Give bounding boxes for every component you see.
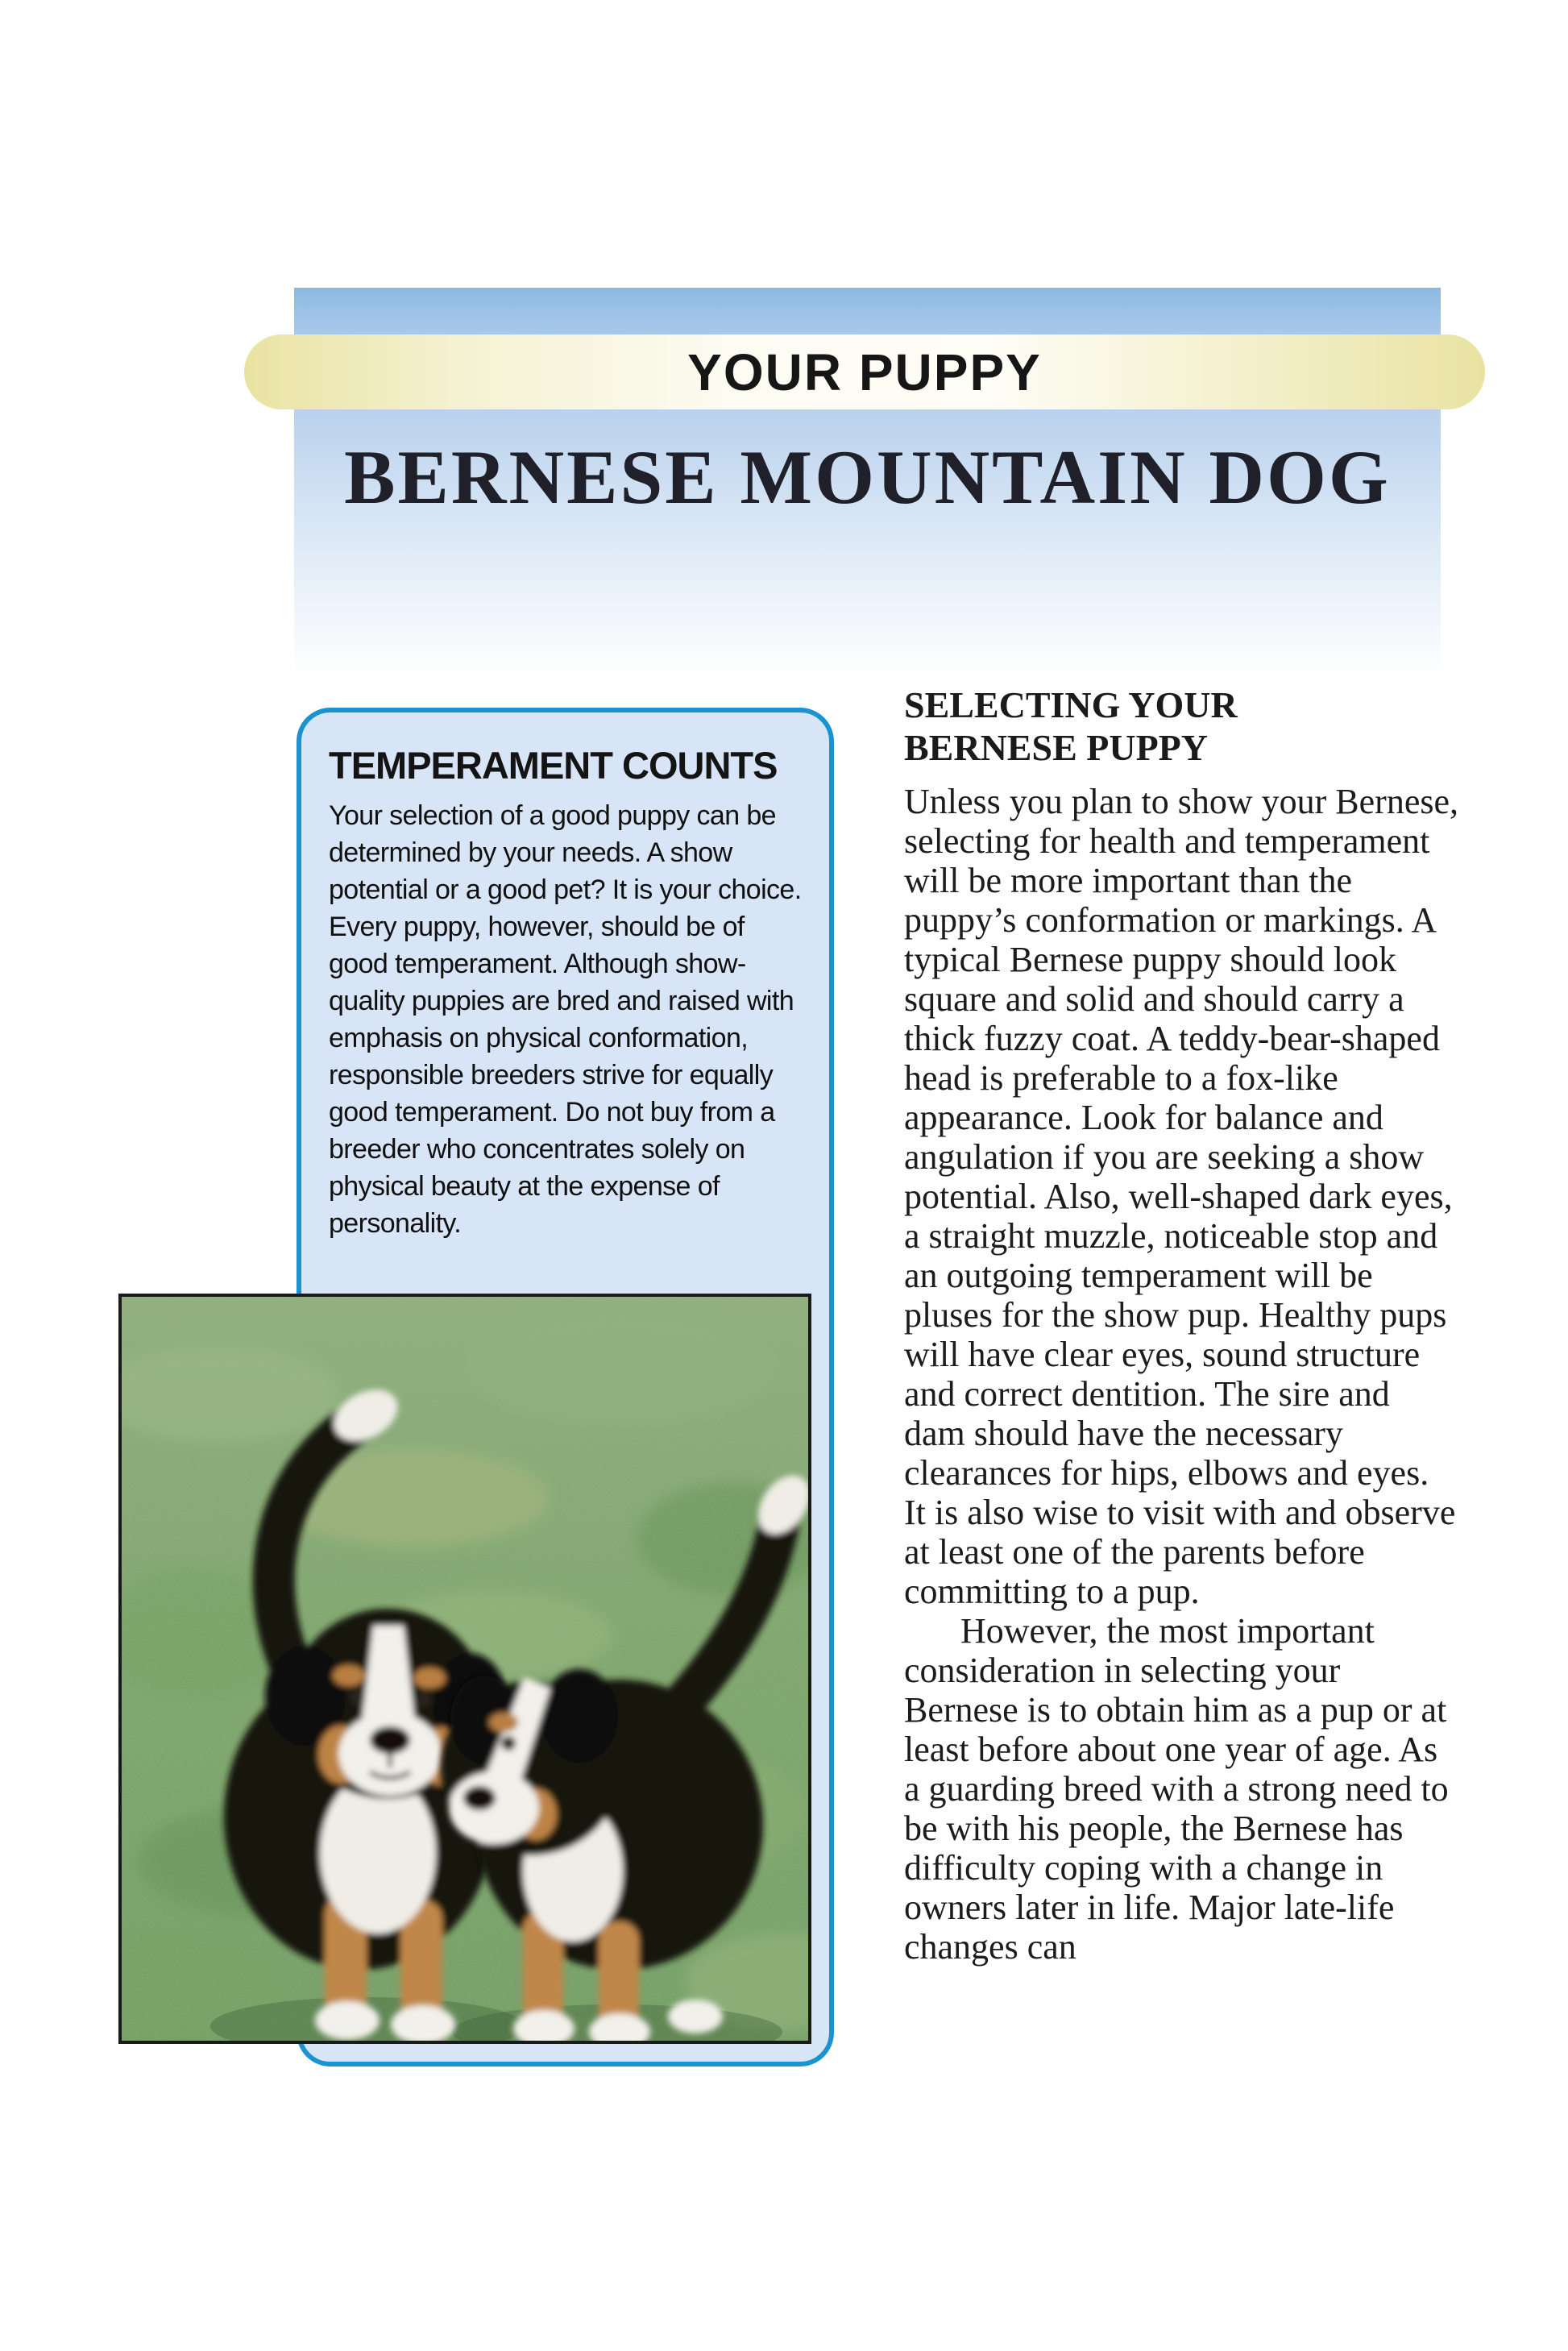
article-paragraph: However, the most important consideration in selecting your Bernese is to obtain him as a pup or at least before about one year of age. As a guarding breed with a strong need to be with his people, the Bernese has difficulty coping with a change in owners later in life. Major late-life changes can [904, 1611, 1449, 1967]
article-heading-line-2: BERNESE PUPPY [904, 727, 1208, 768]
article-heading-line-1: SELECTING YOUR [904, 684, 1238, 725]
page-title: BERNESE MOUNTAIN DOG [344, 434, 1391, 520]
article-heading [904, 683, 1458, 769]
article-section [904, 683, 1458, 1967]
article-paragraph: Unless you plan to show your Bernese, selecting for health and temperament will be more important than the puppy’s conformation or markings. A typical Bernese puppy should look square and solid and should carry a thick fuzzy coat. A teddy-bear-shaped head is preferable to a fox-like appearance. Look for balance and angulation if you are seeking a show potential. Also, well-shaped dark eyes, a straight muzzle, noticeable stop and an outgoing temperament will be pluses for the show pup. Healthy pups will have clear eyes, sound structure and correct dentition. The sire and dam should have the necessary clearances for hips, elbows and eyes. It is also wise to visit with and observe at least one of the parents before committing to a pup. [904, 782, 1459, 1611]
sidebar-body: Your selection of a good puppy can be determined by your needs. A show potential or a good pet? It is your choice. Every puppy, however, should be of good temperament. Although show-quality puppies are bred and raised with emphasis on physical conformation, responsible breeders strive for equally good temperament. Do not buy from a breeder who concentrates solely on physical beauty at the expense of personality. [329, 800, 802, 1239]
sidebar-heading: TEMPERAMENT COUNTS [329, 744, 778, 787]
puppies-photo [118, 1294, 811, 2044]
bernese-puppies-illustration [122, 1297, 808, 2041]
series-banner-label: YOUR PUPPY [687, 343, 1042, 401]
series-banner-pill [244, 334, 1485, 409]
